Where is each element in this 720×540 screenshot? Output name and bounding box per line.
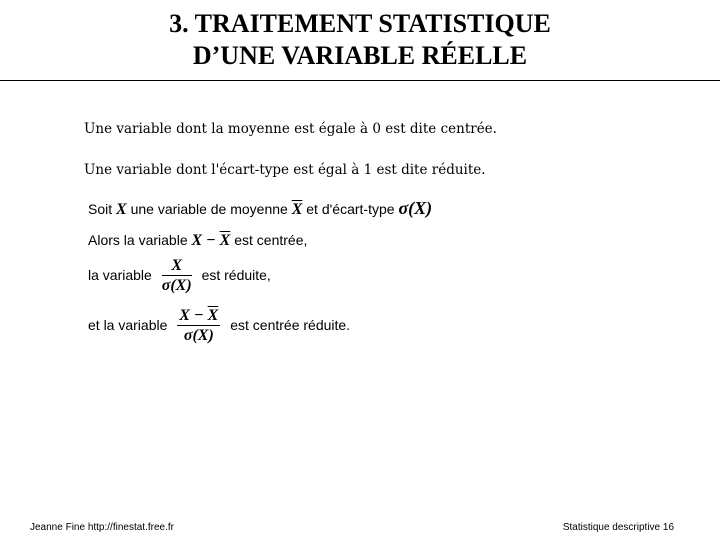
- math-line-1: [88, 198, 432, 219]
- minus-sign: −: [206, 232, 216, 249]
- expr-x-bar: $\overline{X}$: [219, 232, 231, 249]
- text-la-variable: la variable: [88, 267, 152, 284]
- text-variable-de-moyenne: une variable de moyenne: [130, 201, 288, 217]
- text-est-centree: est centrée,: [234, 232, 308, 248]
- fraction-denominator: σ(X): [183, 327, 214, 344]
- text-et-la-variable: et la variable: [88, 317, 168, 334]
- definition-reduced: Une variable dont l'écart-type est égal à 1 est dite réduite.: [84, 162, 486, 178]
- num-x-bar: $\overline{X}$: [207, 307, 219, 324]
- text-est-centree-reduite: est centrée réduite.: [230, 317, 351, 334]
- text-soit: Soit: [88, 201, 113, 217]
- text-ecart-type: et d'écart-type: [306, 201, 395, 217]
- num-x: X: [179, 307, 190, 324]
- text-alors: Alors la variable: [88, 232, 188, 248]
- math-line-2: [88, 232, 307, 250]
- fraction-numerator: X: [162, 257, 192, 276]
- fraction-denominator: σ(X): [161, 277, 192, 294]
- slide-title: [0, 8, 720, 72]
- math-line-4: [88, 307, 350, 346]
- title-line-2: D’UNE VARIABLE RÉELLE: [192, 41, 528, 70]
- sigma-x: σ(X): [398, 198, 433, 218]
- fraction-centered-reduced: [177, 307, 220, 346]
- title-divider: [0, 80, 720, 81]
- footer-page: Statistique descriptive 16: [562, 522, 674, 533]
- num-minus: −: [193, 307, 204, 324]
- math-line-3: [88, 257, 271, 296]
- variable-x: X: [116, 201, 127, 218]
- title-line-1: 3. TRAITEMENT STATISTIQUE: [169, 9, 551, 38]
- text-est-reduite: est réduite,: [201, 267, 271, 284]
- footer-author: Jeanne Fine http://finestat.free.fr: [30, 522, 174, 533]
- mean-x-bar: $\overline{X}$: [291, 201, 303, 218]
- expr-x: X: [191, 232, 203, 249]
- fraction-reduced: [162, 257, 192, 296]
- fraction-numerator: [177, 307, 220, 326]
- definition-centered: Une variable dont la moyenne est égale à 0 est dite centrée.: [84, 121, 497, 137]
